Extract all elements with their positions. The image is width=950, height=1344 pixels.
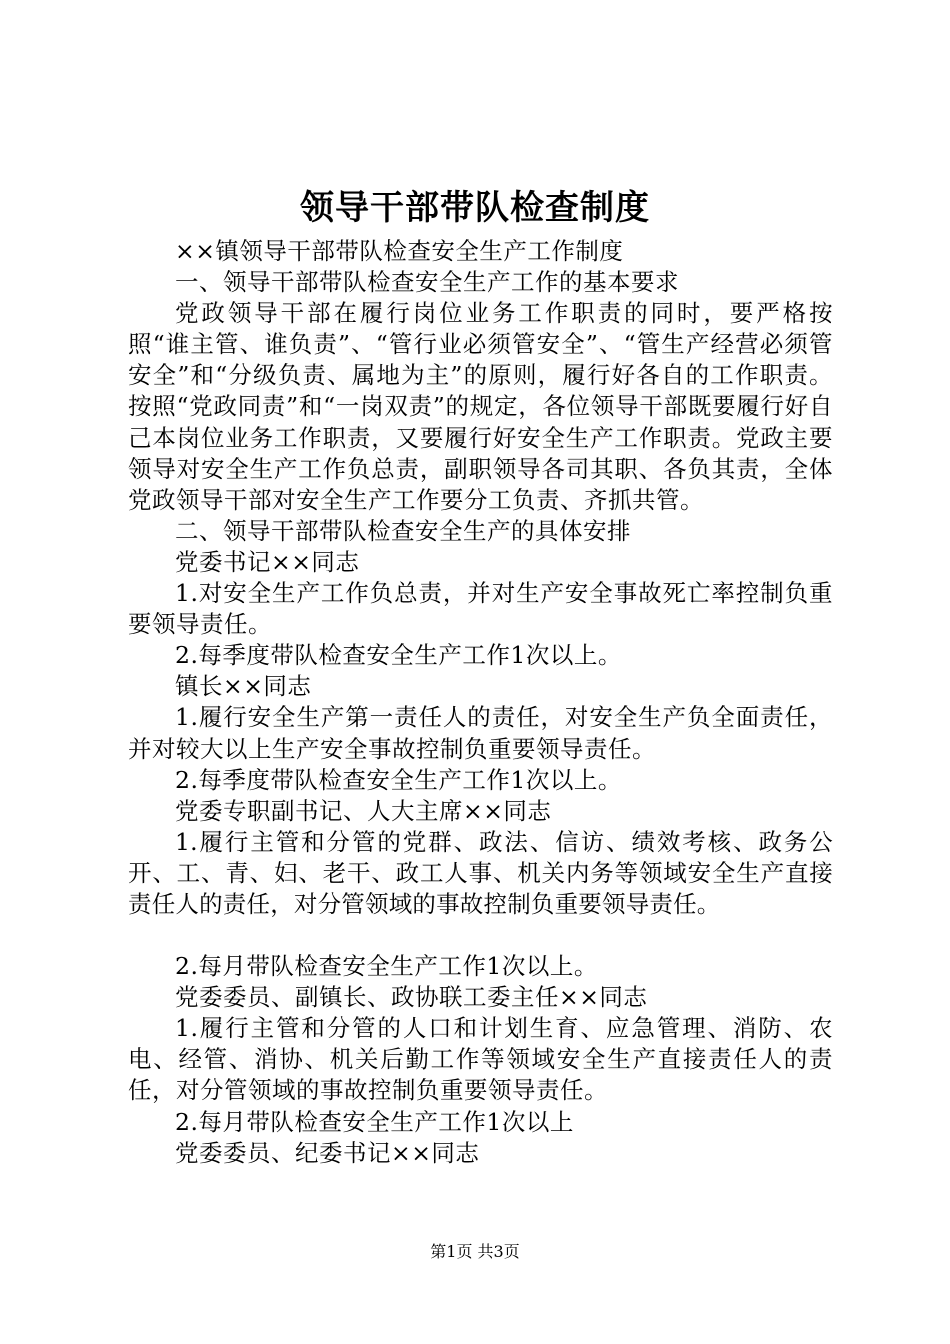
list-item: 1.履行主管和分管的人口和计划生育、应急管理、消防、农电、经管、消协、机关后勤工作等领域安全生产直接责任人的责任，对分管领域的事故控制负重要领导责任。: [128, 1014, 833, 1105]
page-number-footer: 第1页 共3页: [430, 1242, 520, 1261]
person-heading-deputy-secretary: 党委专职副书记、人大主席××同志: [175, 796, 552, 825]
person-heading-mayor: 镇长××同志: [175, 672, 312, 701]
section-heading-1: 一、领导干部带队检查安全生产工作的基本要求: [175, 268, 679, 297]
paragraph-spacer: [128, 920, 833, 951]
list-item: 1.履行主管和分管的党群、政法、信访、绩效考核、政务公开、工、青、妇、老干、政工人事、机关内务等领域安全生产直接责任人的责任，对分管领域的事故控制负重要领导责任。: [128, 827, 833, 918]
paragraph-requirements: 党政领导干部在履行岗位业务工作职责的同时，要严格按照“谁主管、谁负责”、“管行业必须管安全”、“管生产经营必须管安全”和“分级负责、属地为主”的原则，履行好各自的工作职责。按照“党政同责”和“一岗双责”的规定，各位领导干部既要履行好自己本岗位业务工作职责，又要履行好安全生产工作职责。党政主要领导对安全生产工作负总责，副职领导各司其职、各负其责，全体党政领导干部对安全生产工作要分工负责、齐抓共管。: [128, 299, 833, 514]
list-item: 2.每月带队检查安全生产工作1次以上: [175, 1107, 574, 1136]
list-item: 2.每月带队检查安全生产工作1次以上。: [175, 952, 598, 981]
list-item: 1.对安全生产工作负总责，并对生产安全事故死亡率控制负重要领导责任。: [128, 579, 833, 639]
document-body: [128, 236, 833, 1169]
section-heading-2: 二、领导干部带队检查安全生产的具体安排: [175, 516, 631, 545]
list-item: 2.每季度带队检查安全生产工作1次以上。: [175, 641, 622, 670]
person-heading-party-secretary: 党委书记××同志: [175, 547, 360, 576]
list-item: 1.履行安全生产第一责任人的责任，对安全生产负全面责任，并对较大以上生产安全事故控制负重要领导责任。: [128, 703, 833, 763]
list-item: 2.每季度带队检查安全生产工作1次以上。: [175, 765, 622, 794]
paragraph-subtitle: ××镇领导干部带队检查安全生产工作制度: [175, 237, 624, 265]
document-title: 领导干部带队检查制度: [300, 188, 650, 228]
person-heading-discipline-secretary: 党委委员、纪委书记××同志: [175, 1138, 480, 1167]
person-heading-deputy-mayor: 党委委员、副镇长、政协联工委主任××同志: [175, 983, 648, 1012]
